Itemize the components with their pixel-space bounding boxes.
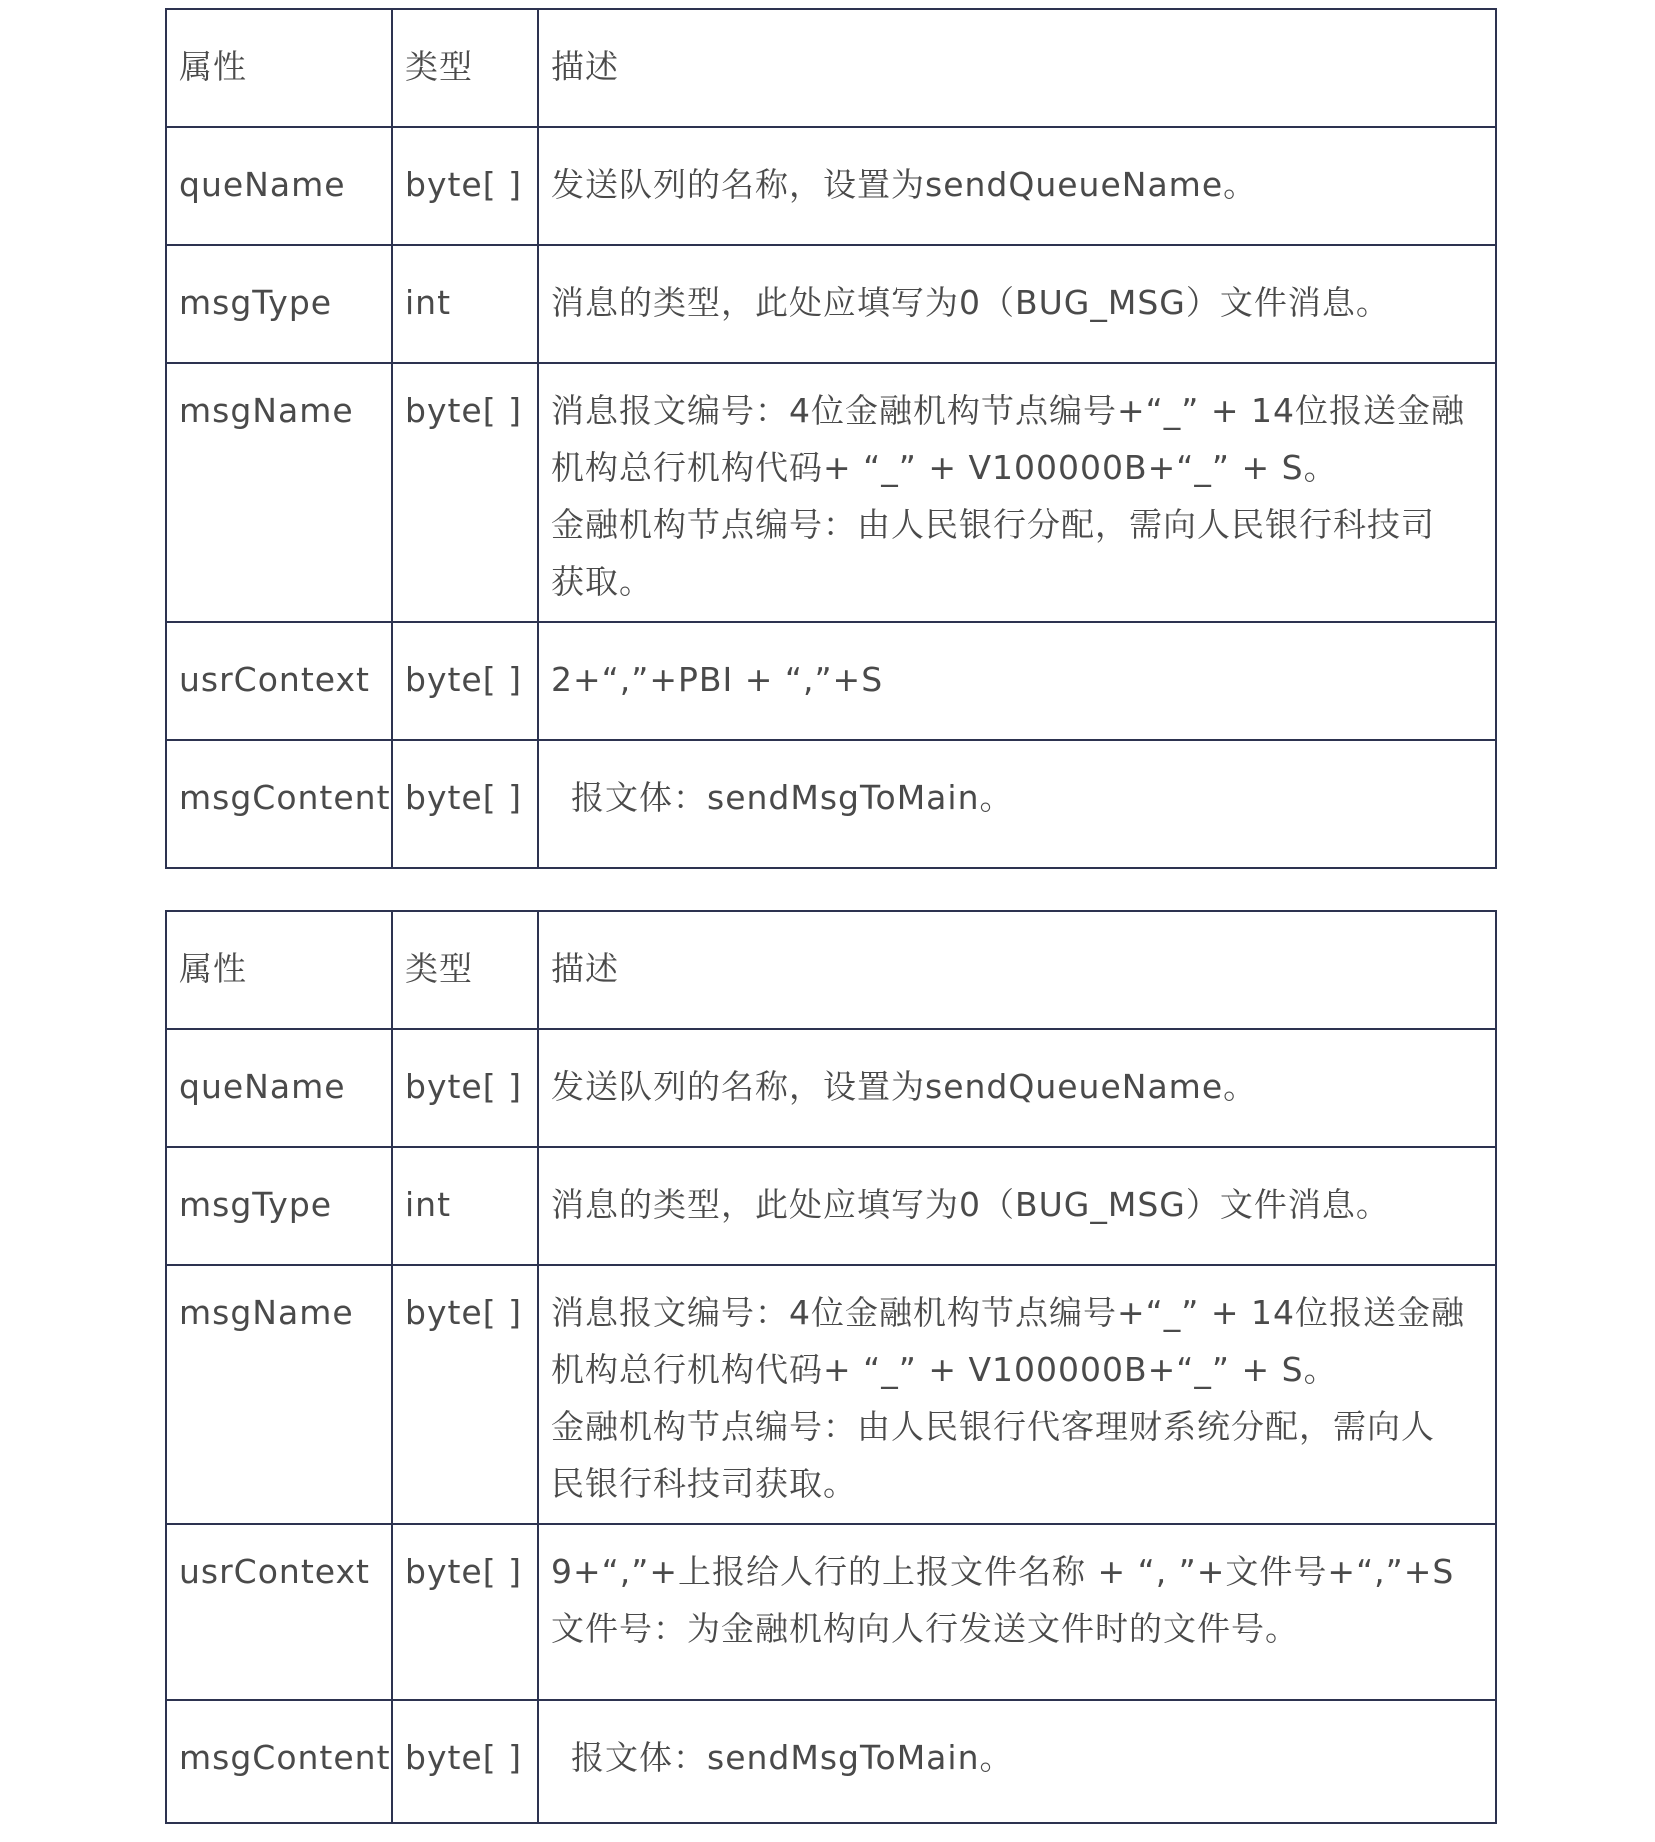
desc-line: 消息的类型，此处应填写为0（BUG_MSG）文件消息。 <box>551 283 1390 322</box>
type-cell: byte[ ] <box>392 1029 538 1147</box>
table-row <box>166 1147 1496 1265</box>
attr-cell: queName <box>166 127 392 245</box>
desc-cell <box>538 622 1496 740</box>
type-cell: byte[ ] <box>392 1265 538 1524</box>
attr-cell: msgContent <box>166 1700 392 1823</box>
type-cell: byte[ ] <box>392 1700 538 1823</box>
attr-cell: usrContext <box>166 622 392 740</box>
header-row <box>166 911 1496 1029</box>
desc-line: 报文体：sendMsgToMain。 <box>571 778 1014 817</box>
desc-line: 文件号：为金融机构向人行发送文件时的文件号。 <box>551 1609 1299 1648</box>
attr-cell: queName <box>166 1029 392 1147</box>
desc-cell <box>538 363 1496 622</box>
desc-cell <box>538 1700 1496 1823</box>
desc-line: 获取。 <box>551 562 653 601</box>
desc-cell <box>538 245 1496 363</box>
attr-cell: msgType <box>166 1147 392 1265</box>
type-cell: int <box>392 245 538 363</box>
desc-cell <box>538 740 1496 868</box>
field-table-2 <box>165 910 1497 1824</box>
table-row <box>166 740 1496 868</box>
header-type: 类型 <box>392 911 538 1029</box>
desc-line: 民银行科技司获取。 <box>551 1464 857 1503</box>
header-desc: 描述 <box>538 911 1496 1029</box>
desc-line: 消息报文编号：4位金融机构节点编号+“_” + 14位报送金融 <box>551 1293 1465 1332</box>
desc-line: 金融机构节点编号：由人民银行分配，需向人民银行科技司 <box>551 505 1435 544</box>
desc-line: 金融机构节点编号：由人民银行代客理财系统分配，需向人 <box>551 1407 1435 1446</box>
desc-line: 9+“,”+上报给人行的上报文件名称 + “, ”+文件号+“,”+S <box>551 1552 1455 1591</box>
desc-line: 消息的类型，此处应填写为0（BUG_MSG）文件消息。 <box>551 1185 1390 1224</box>
header-row <box>166 9 1496 127</box>
table-row <box>166 1029 1496 1147</box>
table-row <box>166 127 1496 245</box>
desc-cell <box>538 127 1496 245</box>
attr-cell: msgName <box>166 1265 392 1524</box>
desc-line: 报文体：sendMsgToMain。 <box>571 1738 1014 1777</box>
type-cell: byte[ ] <box>392 622 538 740</box>
desc-line: 发送队列的名称，设置为sendQueueName。 <box>551 1067 1258 1106</box>
attr-cell: msgContent <box>166 740 392 868</box>
table-row <box>166 245 1496 363</box>
desc-line: 机构总行机构代码+ “_” + V100000B+“_” + S。 <box>551 1350 1338 1389</box>
type-cell: byte[ ] <box>392 127 538 245</box>
header-attr: 属性 <box>166 911 392 1029</box>
table-row <box>166 363 1496 622</box>
desc-line: 消息报文编号：4位金融机构节点编号+“_” + 14位报送金融 <box>551 391 1465 430</box>
field-table-1 <box>165 8 1497 869</box>
desc-cell <box>538 1147 1496 1265</box>
table-row <box>166 1700 1496 1823</box>
attr-cell: msgType <box>166 245 392 363</box>
desc-cell <box>538 1029 1496 1147</box>
desc-cell <box>538 1524 1496 1700</box>
type-cell: int <box>392 1147 538 1265</box>
header-desc: 描述 <box>538 9 1496 127</box>
table-row <box>166 622 1496 740</box>
desc-line: 发送队列的名称，设置为sendQueueName。 <box>551 165 1258 204</box>
desc-cell <box>538 1265 1496 1524</box>
header-attr: 属性 <box>166 9 392 127</box>
attr-cell: usrContext <box>166 1524 392 1700</box>
type-cell: byte[ ] <box>392 740 538 868</box>
table-row <box>166 1524 1496 1700</box>
desc-line: 2+“,”+PBI + “,”+S <box>551 660 884 699</box>
type-cell: byte[ ] <box>392 363 538 622</box>
table-row <box>166 1265 1496 1524</box>
desc-line: 机构总行机构代码+ “_” + V100000B+“_” + S。 <box>551 448 1338 487</box>
type-cell: byte[ ] <box>392 1524 538 1700</box>
attr-cell: msgName <box>166 363 392 622</box>
header-type: 类型 <box>392 9 538 127</box>
